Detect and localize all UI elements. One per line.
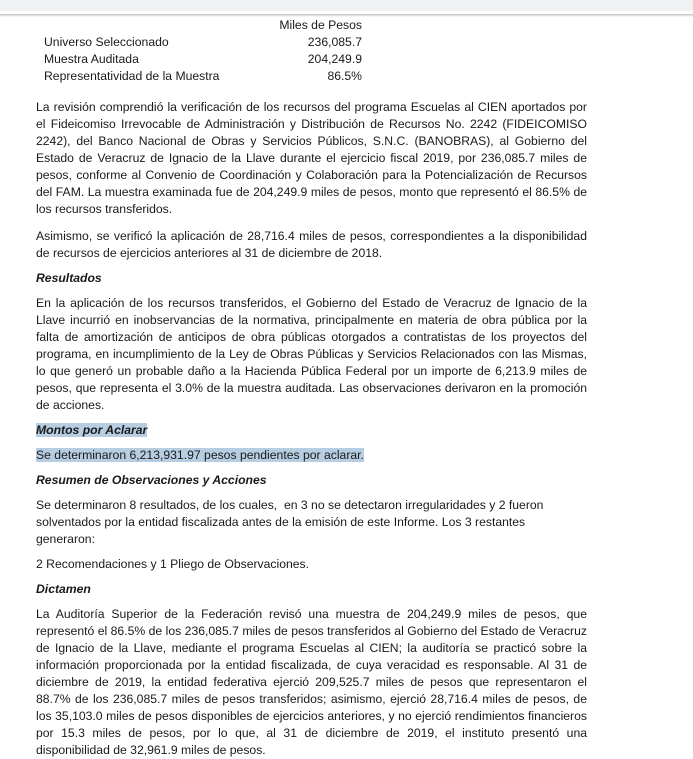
summary-row-value: 86.5% xyxy=(327,69,362,83)
summary-row xyxy=(44,68,362,85)
results-paragraph: En la aplicación de los recursos transferidos, el Gobierno del Estado de Veracruz de Ignacio de la Llave incurrió en inobservancias de la normativa, principalmente en materia de obra pública por la falta de amortización de anticipos de obra públicas otorgados a contratistas de los proyectos del programa, en incumplimiento de la Ley de Obras Públicas y Servicios Relacionados con las Mismas, lo que generó un probable daño a la Hacienda Pública Federal por un importe de 6,213.9 miles de pesos, que representa el 3.0% de la muestra auditada. Las observaciones derivaron en la promoción de acciones. xyxy=(36,296,587,412)
summary-table-header: Miles de Pesos xyxy=(279,18,362,32)
summary-row-label: Representatividad de la Muestra xyxy=(44,69,220,83)
dictamen-paragraph: La Auditoría Superior de la Federación revisó una muestra de 204,249.9 miles de pesos, que representó el 86.5% de los 236,085.7 miles de pesos transferidos al Gobierno del Estado de Veracruz de Ignacio de la Llave, mediante el programa Escuelas al CIEN; la auditoría se practicó sobre la información proporcionada por la entidad fiscalizada, de cuya veracidad es responsable. Al 31 de diciembre de 2019, la entidad federativa ejerció 209,525.7 miles de pesos que representaron el 88.7% de los 236,085.7 miles de pesos transferidos; asimismo, ejerció 28,716.4 miles de pesos, de los 35,103.0 miles de pesos disponibles de ejercicios anteriores, y no ejerció rendimientos financieros por 15.3 miles de pesos, por lo que, al 31 de diciembre de 2019, el instituto presentó una disponibilidad de 32,961.9 miles de pesos. xyxy=(36,607,587,757)
selected-text[interactable]: Se determinaron 6,213,931.97 pesos pendientes por aclarar. xyxy=(36,448,364,462)
summary-row-value: 204,249.9 xyxy=(307,52,362,66)
summary-row xyxy=(44,51,362,68)
summary-row-label: Universo Seleccionado xyxy=(44,35,169,49)
montos-paragraph xyxy=(36,447,587,464)
scope-paragraph: La revisión comprendió la verificación de los recursos del programa Escuelas al CIEN aportados por el Fideicomiso Irrevocable de Administración y Distribución de Recursos No. 2242 (FIDEICOMISO 2242), del Banco Nacional de Obras y Servicios Públicos, S.N.C. (BANOBRAS), al Gobierno del Estado de Veracruz de Ignacio de la Llave durante el ejercicio fiscal 2019, por 236,085.7 miles de pesos, conforme al Convenio de Coordinación y Colaboración para la Potencialización de Recursos del FAM. La muestra examinada fue de 204,249.9 miles de pesos, monto que representó el 86.5% de los recursos transferidos. xyxy=(36,100,587,216)
section-heading-montos xyxy=(36,422,587,439)
summary-table xyxy=(36,17,587,85)
actions-paragraph: 2 Recomendaciones y 1 Pliego de Observaciones. xyxy=(36,557,310,571)
document-page xyxy=(36,17,587,759)
summary-row-value: 236,085.7 xyxy=(307,35,362,49)
prior-years-paragraph: Asimismo, se verificó la aplicación de 28,716.4 miles de pesos, correspondientes a la disponibilidad de recursos de ejercicios anteriores al 31 de diciembre de 2018. xyxy=(36,229,587,260)
summary-paragraph: Se determinaron 8 resultados, de los cuales, en 3 no se detectaron irregularidades y 2 fueron solventados por la entidad fiscalizada antes de la emisión de este Informe. Los 3 restantes generaron: xyxy=(36,498,547,546)
viewer-toolbar-area xyxy=(0,0,693,11)
section-heading-resumen: Resumen de Observaciones y Acciones xyxy=(36,473,267,487)
section-heading-dictamen: Dictamen xyxy=(36,582,91,596)
summary-row xyxy=(44,34,362,51)
summary-row-label: Muestra Auditada xyxy=(44,52,139,66)
section-heading-resultados: Resultados xyxy=(36,271,102,285)
selected-text[interactable]: Montos por Aclarar xyxy=(36,423,148,437)
